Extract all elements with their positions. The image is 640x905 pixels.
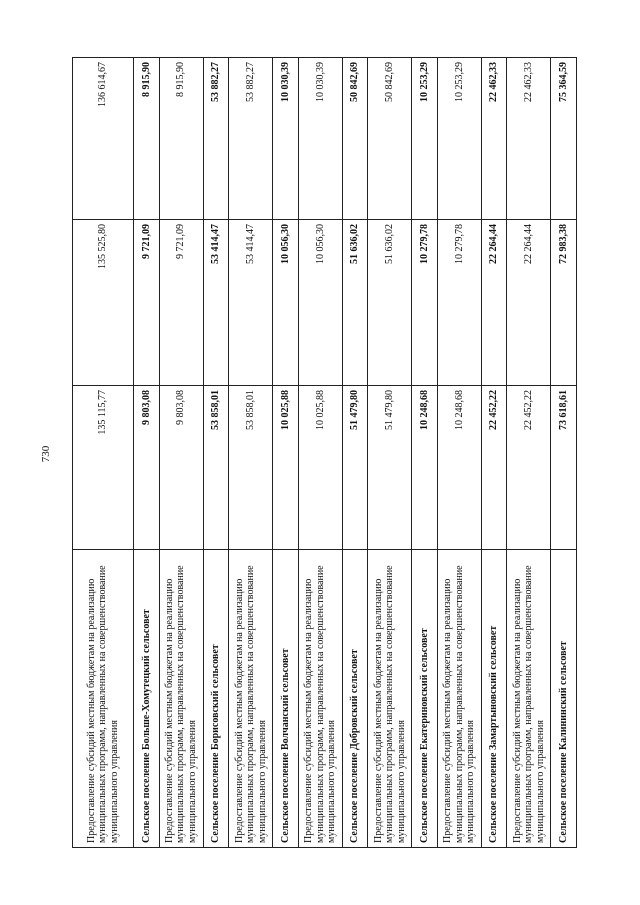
subsidy-row [159,58,203,848]
row-description: Сельское поселение Замартыновский сельсовет [481,550,507,848]
budget-table [72,57,577,848]
row-description: Сельское поселение Калининский сельсовет [551,550,577,848]
row-value-1: 73 618,61 [551,386,577,550]
row-value-3: 8 915,90 [159,58,203,220]
settlement-row [273,58,299,848]
row-value-1: 135 115,77 [73,386,134,550]
settlement-row [481,58,507,848]
row-value-2: 51 636,02 [342,220,368,386]
settlement-row [203,58,229,848]
row-description: Сельское поселение Добровский сельсовет [342,550,368,848]
row-value-2: 9 721,09 [134,220,160,386]
row-description: Предоставление субсидий местным бюджетам на реализацию муниципальных программ, направленных на совершенствование муниципального управления [229,550,273,848]
subsidy-row [368,58,412,848]
row-value-2: 22 264,44 [481,220,507,386]
row-value-1: 53 858,01 [229,386,273,550]
page-number: 730 [40,445,52,463]
settlement-row [551,58,577,848]
row-description: Сельское поселение Борисовский сельсовет [203,550,229,848]
row-value-1: 10 025,88 [273,386,299,550]
row-value-3: 50 842,69 [342,58,368,220]
row-value-1: 9 803,08 [134,386,160,550]
row-description: Сельское поселение Волчанский сельсовет [273,550,299,848]
row-value-2: 135 525,80 [73,220,134,386]
row-value-1: 51 479,80 [368,386,412,550]
row-value-3: 136 614,67 [73,58,134,220]
row-value-3: 10 030,39 [298,58,342,220]
row-description: Сельское поселение Екатериновский сельсовет [412,550,438,848]
subsidy-row [229,58,273,848]
row-value-2: 72 983,38 [551,220,577,386]
row-value-1: 10 248,68 [437,386,481,550]
subsidy-row [73,58,134,848]
row-value-3: 53 882,27 [203,58,229,220]
row-description: Предоставление субсидий местным бюджетам на реализацию муниципальных программ, направленных на совершенствование муниципального управления [159,550,203,848]
row-description: Предоставление субсидий местным бюджетам на реализацию муниципальных программ, направленных на совершенствование муниципального управления [507,550,551,848]
row-value-1: 51 479,80 [342,386,368,550]
row-value-2: 9 721,09 [159,220,203,386]
row-value-3: 8 915,90 [134,58,160,220]
row-value-2: 10 279,78 [412,220,438,386]
row-description: Сельское поселение Больше-Хомутецкий сельсовет [134,550,160,848]
row-value-1: 22 452,22 [481,386,507,550]
subsidy-row [437,58,481,848]
row-value-3: 75 364,59 [551,58,577,220]
row-value-1: 10 248,68 [412,386,438,550]
row-description: Предоставление субсидий местным бюджетам на реализацию муниципальных программ, направленных на совершенствование муниципального управления [73,550,134,848]
settlement-row [412,58,438,848]
settlement-row [134,58,160,848]
row-value-2: 10 056,30 [298,220,342,386]
row-value-1: 10 025,88 [298,386,342,550]
row-value-2: 22 264,44 [507,220,551,386]
row-value-3: 22 462,33 [507,58,551,220]
row-description: Предоставление субсидий местным бюджетам на реализацию муниципальных программ, направленных на совершенствование муниципального управления [368,550,412,848]
row-value-1: 53 858,01 [203,386,229,550]
row-value-2: 53 414,47 [229,220,273,386]
subsidy-row [507,58,551,848]
settlement-row [342,58,368,848]
row-value-1: 22 452,22 [507,386,551,550]
row-value-2: 53 414,47 [203,220,229,386]
row-value-3: 10 253,29 [412,58,438,220]
budget-table-body [73,58,577,848]
row-value-3: 10 030,39 [273,58,299,220]
row-value-3: 10 253,29 [437,58,481,220]
row-value-2: 10 279,78 [437,220,481,386]
row-value-3: 53 882,27 [229,58,273,220]
subsidy-row [298,58,342,848]
row-value-1: 9 803,08 [159,386,203,550]
budget-table-sheet [72,58,577,848]
row-description: Предоставление субсидий местным бюджетам на реализацию муниципальных программ, направленных на совершенствование муниципального управления [437,550,481,848]
row-value-2: 10 056,30 [273,220,299,386]
row-value-3: 50 842,69 [368,58,412,220]
row-value-2: 51 636,02 [368,220,412,386]
row-description: Предоставление субсидий местным бюджетам на реализацию муниципальных программ, направленных на совершенствование муниципального управления [298,550,342,848]
row-value-3: 22 462,33 [481,58,507,220]
